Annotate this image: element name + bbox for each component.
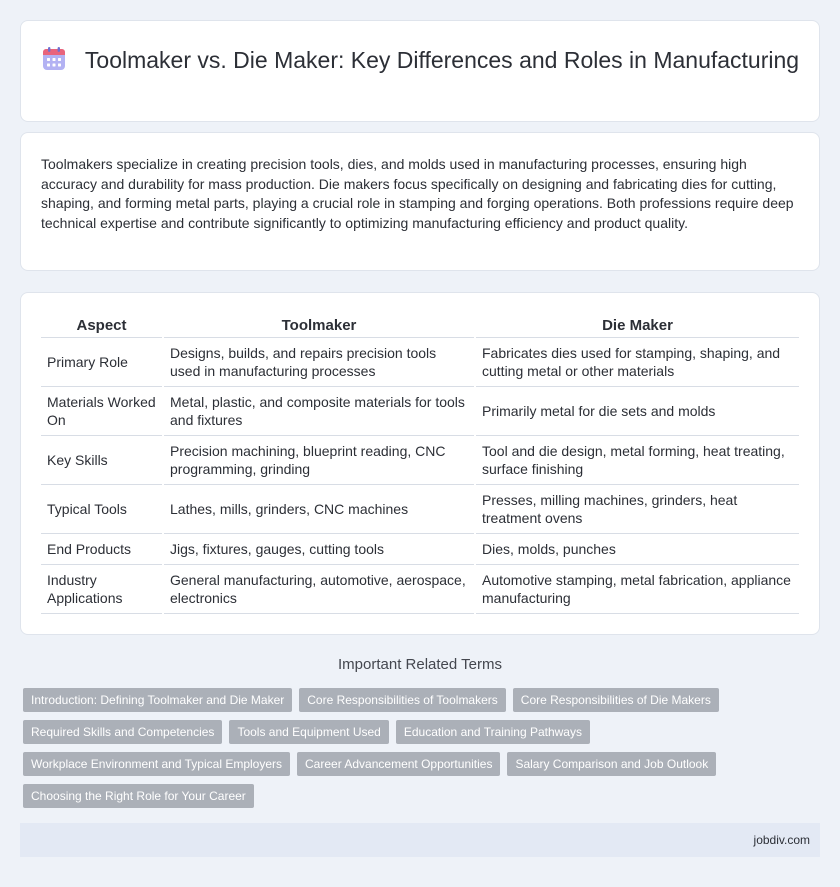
related-term-tag[interactable]: Workplace Environment and Typical Employers: [23, 752, 290, 776]
footer-site-link[interactable]: jobdiv.com: [753, 833, 810, 847]
comparison-card: [20, 292, 820, 635]
table-row: [41, 564, 799, 613]
page-title-wrap: [21, 45, 819, 75]
row-toolmaker: Designs, builds, and repairs precision tools used in manufacturing processes: [163, 337, 475, 386]
row-die-maker: Dies, molds, punches: [475, 533, 799, 564]
calendar-icon: [41, 46, 67, 72]
related-term-tag[interactable]: Introduction: Defining Toolmaker and Die Maker: [23, 688, 292, 712]
row-toolmaker: General manufacturing, automotive, aerospace, electronics: [163, 564, 475, 613]
row-die-maker: Fabricates dies used for stamping, shaping, and cutting metal or other materials: [475, 337, 799, 386]
row-toolmaker: Lathes, mills, grinders, CNC machines: [163, 484, 475, 533]
related-term-tag[interactable]: Salary Comparison and Job Outlook: [507, 752, 716, 776]
related-term-tag[interactable]: Education and Training Pathways: [396, 720, 590, 744]
table-header-row: [41, 315, 799, 337]
row-aspect: Primary Role: [41, 337, 163, 386]
table-row: [41, 337, 799, 386]
related-term-tag[interactable]: Core Responsibilities of Die Makers: [513, 688, 719, 712]
table-row: [41, 386, 799, 435]
header-card: [20, 20, 820, 122]
table-row: [41, 484, 799, 533]
intro-paragraph: Toolmakers specialize in creating precision tools, dies, and molds used in manufacturing processes, ensuring high accuracy and durability for mass production. Die makers focus specifically on designing and fabricating dies for cutting, shaping, and forming metal parts, playing a crucial role in stamping and forging operations. Both professions require deep technical expertise and contribute significantly to optimizing manufacturing efficiency and product quality.: [41, 156, 794, 231]
table-row: [41, 435, 799, 484]
related-term-tag[interactable]: Tools and Equipment Used: [229, 720, 388, 744]
related-terms-list: [23, 688, 723, 808]
row-toolmaker: Jigs, fixtures, gauges, cutting tools: [163, 533, 475, 564]
column-header-aspect: Aspect: [41, 315, 163, 337]
intro-card: [20, 132, 820, 271]
row-aspect: Industry Applications: [41, 564, 163, 613]
row-aspect: Key Skills: [41, 435, 163, 484]
column-header-toolmaker: Toolmaker: [163, 315, 475, 337]
row-aspect: Materials Worked On: [41, 386, 163, 435]
row-die-maker: Presses, milling machines, grinders, heat treatment ovens: [475, 484, 799, 533]
table-row: [41, 533, 799, 564]
row-die-maker: Tool and die design, metal forming, heat treating, surface finishing: [475, 435, 799, 484]
comparison-table: [41, 315, 799, 614]
footer-bar: [20, 823, 820, 857]
related-terms-title: Important Related Terms: [338, 656, 502, 673]
related-term-tag[interactable]: Career Advancement Opportunities: [297, 752, 500, 776]
row-toolmaker: Precision machining, blueprint reading, CNC programming, grinding: [163, 435, 475, 484]
related-term-tag[interactable]: Required Skills and Competencies: [23, 720, 222, 744]
row-aspect: Typical Tools: [41, 484, 163, 533]
row-toolmaker: Metal, plastic, and composite materials for tools and fixtures: [163, 386, 475, 435]
row-aspect: End Products: [41, 533, 163, 564]
row-die-maker: Primarily metal for die sets and molds: [475, 386, 799, 435]
column-header-die-maker: Die Maker: [475, 315, 799, 337]
row-die-maker: Automotive stamping, metal fabrication, appliance manufacturing: [475, 564, 799, 613]
page-title: Toolmaker vs. Die Maker: Key Differences and Roles in Manufacturing: [84, 47, 800, 73]
related-term-tag[interactable]: Choosing the Right Role for Your Career: [23, 784, 254, 808]
related-term-tag[interactable]: Core Responsibilities of Toolmakers: [299, 688, 506, 712]
